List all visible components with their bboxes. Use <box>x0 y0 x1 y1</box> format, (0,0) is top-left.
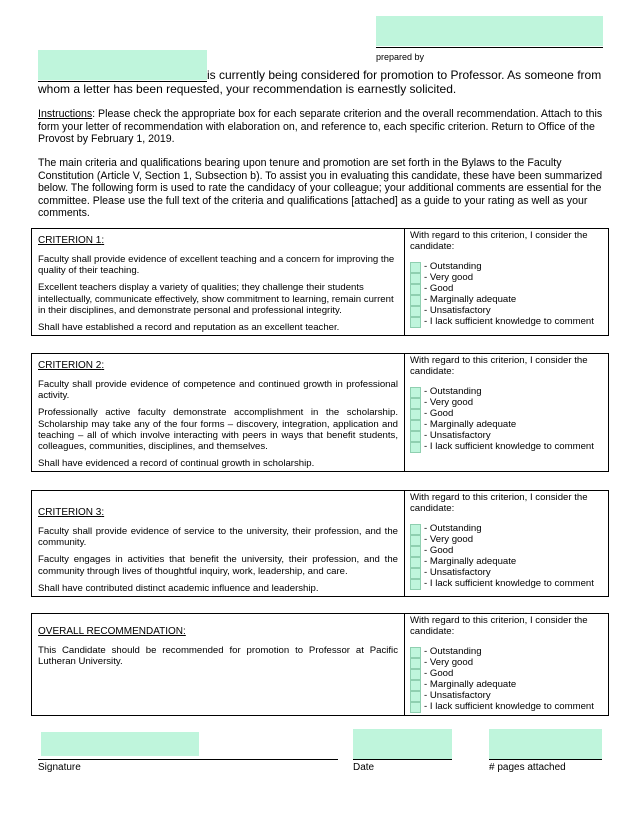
checkbox[interactable] <box>410 306 421 317</box>
checkbox[interactable] <box>410 557 421 568</box>
option-outstanding[interactable]: - Outstanding <box>410 524 604 535</box>
pages-attached-line <box>489 759 602 760</box>
criterion-2-rating <box>405 354 609 472</box>
rating-prompt: With regard to this criterion, I consider the candidate: <box>410 230 588 252</box>
checkbox[interactable] <box>410 546 421 557</box>
intro-line-2: whom a letter has been requested, your recommendation is earnestly solicited. <box>38 82 457 96</box>
checkbox[interactable] <box>410 524 421 535</box>
candidate-name-field[interactable] <box>38 50 207 80</box>
instructions-paragraph <box>38 108 608 146</box>
criterion-3-para-3: Shall have contributed distinct academic influence and leadership. <box>38 582 319 594</box>
checkbox[interactable] <box>410 409 421 420</box>
option-outstanding[interactable]: - Outstanding <box>410 387 604 398</box>
checkbox[interactable] <box>410 579 421 590</box>
option-marginally-adequate[interactable]: - Marginally adequate <box>410 295 604 306</box>
checkbox[interactable] <box>410 702 421 713</box>
date-label: Date <box>353 762 375 773</box>
overall-recommendation-title: OVERALL RECOMMENDATION: <box>38 626 186 637</box>
criterion-3-title: CRITERION 3: <box>38 507 105 518</box>
checkbox[interactable] <box>410 387 421 398</box>
signature-label: Signature <box>38 762 81 773</box>
criterion-3-para-1: Faculty shall provide evidence of service to the university, their profession, and the community. <box>38 526 398 549</box>
pages-attached-label: # pages attached <box>489 762 566 773</box>
option-lack-knowledge[interactable]: - I lack sufficient knowledge to comment <box>410 702 604 713</box>
overall-recommendation-para: This Candidate should be recommended for promotion to Professor at Pacific Lutheran University. <box>38 645 398 668</box>
criterion-2-description <box>32 354 405 472</box>
checkbox[interactable] <box>410 442 421 453</box>
pages-attached-field[interactable] <box>489 729 602 759</box>
checkbox[interactable] <box>410 691 421 702</box>
rating-prompt: With regard to this criterion, I consider the candidate: <box>410 355 588 377</box>
checkbox[interactable] <box>410 568 421 579</box>
main-paragraph: The main criteria and qualifications bearing upon tenure and promotion are set forth in the Bylaws to the Faculty Constitution (Article V, Section 1, Subsection b). To assist you in evaluating this candidate, these have been summarized below. The following form is used to rate the candidacy of your colleague; your additional comments are essential for the committee. Please use the full text of the criteria and qualifications [attached] as a guide to your rating as well as your comments. <box>38 157 603 219</box>
signature-line <box>38 759 338 760</box>
checkbox[interactable] <box>410 262 421 273</box>
checkbox[interactable] <box>410 420 421 431</box>
option-lack-knowledge[interactable]: - I lack sufficient knowledge to comment <box>410 579 604 590</box>
option-good[interactable]: - Good <box>410 669 604 680</box>
criterion-1-rating <box>405 229 609 336</box>
checkbox[interactable] <box>410 284 421 295</box>
criterion-1-para-2: Excellent teachers display a variety of qualities; they challenge their students intellectually, communicate effectively, show commitment to learning, remain current in their disciplines, and demonstrate personal and professional integrity. <box>38 282 394 316</box>
checkbox[interactable] <box>410 647 421 658</box>
criterion-2-table <box>31 353 609 472</box>
option-very-good[interactable]: - Very good <box>410 658 604 669</box>
criterion-1-para-3: Shall have established a record and reputation as an excellent teacher. <box>38 322 340 334</box>
checkbox[interactable] <box>410 535 421 546</box>
option-marginally-adequate[interactable]: - Marginally adequate <box>410 680 604 691</box>
option-marginally-adequate[interactable]: - Marginally adequate <box>410 557 604 568</box>
checkbox[interactable] <box>410 431 421 442</box>
option-good[interactable]: - Good <box>410 409 604 420</box>
prepared-by-label: prepared by <box>376 52 425 62</box>
option-lack-knowledge[interactable]: - I lack sufficient knowledge to comment <box>410 317 604 328</box>
criterion-3-table <box>31 490 609 597</box>
criterion-1-para-1: Faculty shall provide evidence of excellent teaching and a concern for improving the quality of their teaching. <box>38 254 395 277</box>
criterion-3-rating <box>405 491 609 597</box>
preparer-line <box>376 47 603 48</box>
option-good[interactable]: - Good <box>410 546 604 557</box>
date-field[interactable] <box>353 729 452 759</box>
criterion-1-title: CRITERION 1: <box>38 235 105 246</box>
option-unsatisfactory[interactable]: - Unsatisfactory <box>410 306 604 317</box>
criterion-2-para-1: Faculty shall provide evidence of competence and continued growth in professional activity. <box>38 379 398 402</box>
date-line <box>353 759 452 760</box>
instructions-text: : Please check the appropriate box for each separate criterion and the overall recommendation. Attach to this form your letter of recommendation with elaboration on, and reference to, each specific criterion. Return to Office of the Provost by February 1, 2019. <box>38 108 603 145</box>
option-marginally-adequate[interactable]: - Marginally adequate <box>410 420 604 431</box>
intro-line-1: is currently being considered for promotion to Professor. As someone from <box>207 68 602 82</box>
instructions-label: Instructions <box>38 108 93 120</box>
checkbox[interactable] <box>410 273 421 284</box>
criterion-3-description <box>32 491 405 597</box>
rating-prompt: With regard to this criterion, I consider the candidate: <box>410 492 588 514</box>
checkbox[interactable] <box>410 317 421 328</box>
option-unsatisfactory[interactable]: - Unsatisfactory <box>410 431 604 442</box>
criterion-1-description <box>32 229 405 336</box>
preparer-name-field[interactable] <box>376 16 603 46</box>
option-outstanding[interactable]: - Outstanding <box>410 262 604 273</box>
overall-recommendation-description <box>32 614 405 716</box>
option-unsatisfactory[interactable]: - Unsatisfactory <box>410 568 604 579</box>
criterion-1-table <box>31 228 609 336</box>
option-good[interactable]: - Good <box>410 284 604 295</box>
criterion-3-para-2: Faculty engages in activities that benefit the university, their profession, and the community through lives of thoughtful inquiry, work, leadership, and care. <box>38 554 398 577</box>
overall-recommendation-table <box>31 613 609 716</box>
checkbox[interactable] <box>410 658 421 669</box>
signature-field[interactable] <box>41 732 199 756</box>
criterion-2-para-3: Shall have evidenced a record of continual growth in scholarship. <box>38 458 315 470</box>
checkbox[interactable] <box>410 669 421 680</box>
option-very-good[interactable]: - Very good <box>410 273 604 284</box>
criterion-2-para-2: Professionally active faculty demonstrate accomplishment in the scholarship. Scholarship may take any of the four forms – discovery, integration, application and teaching – all of which involve interacting with peers in ways that benefit students, colleagues, communities, disciplines, and themselves. <box>38 407 398 453</box>
rating-prompt: With regard to this criterion, I consider the candidate: <box>410 615 588 637</box>
overall-recommendation-rating <box>405 614 609 716</box>
option-very-good[interactable]: - Very good <box>410 398 604 409</box>
option-outstanding[interactable]: - Outstanding <box>410 647 604 658</box>
option-lack-knowledge[interactable]: - I lack sufficient knowledge to comment <box>410 442 604 453</box>
option-unsatisfactory[interactable]: - Unsatisfactory <box>410 691 604 702</box>
checkbox[interactable] <box>410 680 421 691</box>
checkbox[interactable] <box>410 295 421 306</box>
criterion-2-title: CRITERION 2: <box>38 360 105 371</box>
checkbox[interactable] <box>410 398 421 409</box>
option-very-good[interactable]: - Very good <box>410 535 604 546</box>
